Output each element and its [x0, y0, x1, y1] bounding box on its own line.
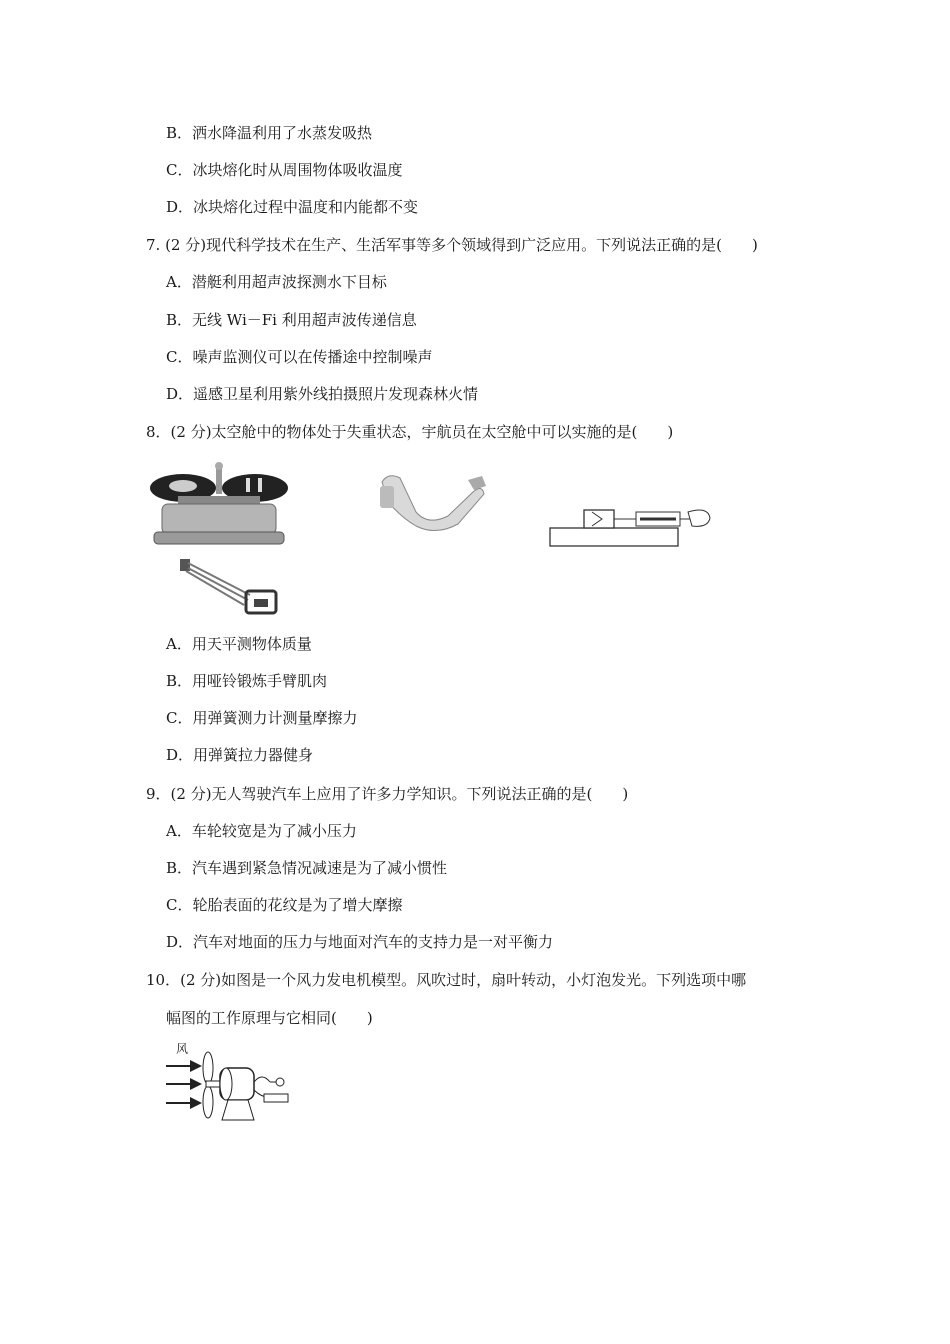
- balance-scale-figure: [148, 460, 290, 550]
- q8-option-d: D．用弹簧拉力器健身: [166, 746, 314, 764]
- q10-stem-line1: 10．(2 分)如图是一个风力发电机模型。风吹过时，扇叶转动，小灯泡发光。下列选项中哪: [146, 971, 747, 989]
- q7-stem: 7. (2 分)现代科学技术在生产、生活军事等多个领域得到广泛应用。下列说法正确的是( ): [146, 236, 758, 254]
- q7-option-a: A．潜艇利用超声波探测水下目标: [166, 273, 387, 291]
- q10-stem-line2: 幅图的工作原理与它相同( ): [166, 1009, 373, 1027]
- q9-option-d: D．汽车对地面的压力与地面对汽车的支持力是一对平衡力: [166, 933, 554, 951]
- dumbbell-arm-figure: [378, 472, 488, 532]
- q7-option-c: C．噪声监测仪可以在传播途中控制噪声: [166, 348, 433, 366]
- q9-option-c: C．轮胎表面的花纹是为了增大摩擦: [166, 896, 403, 914]
- q9-stem: 9．(2 分)无人驾驶汽车上应用了许多力学知识。下列说法正确的是( ): [146, 785, 629, 803]
- q6-option-d: D．冰块熔化过程中温度和内能都不变: [166, 198, 419, 216]
- q7-option-d: D．遥感卫星利用紫外线拍摄照片发现森林火情: [166, 385, 479, 403]
- spring-expander-figure: [178, 555, 282, 617]
- q7-option-b: B．无线 Wi－Fi 利用超声波传递信息: [166, 311, 417, 329]
- spring-scale-friction-figure: [548, 500, 718, 550]
- q6-option-b: B．洒水降温利用了水蒸发吸热: [166, 124, 373, 142]
- q9-option-a: A．车轮较宽是为了减小压力: [166, 822, 357, 840]
- q8-option-b: B．用哑铃锻炼手臂肌肉: [166, 672, 328, 690]
- q8-option-a: A．用天平测物体质量: [166, 635, 312, 653]
- q9-option-b: B．汽车遇到紧急情况减速是为了减小惯性: [166, 859, 448, 877]
- q8-option-c: C．用弹簧测力计测量摩擦力: [166, 709, 358, 727]
- q6-option-c: C．冰块熔化时从周围物体吸收温度: [166, 161, 403, 179]
- wind-generator-figure: [162, 1042, 302, 1126]
- q8-stem: 8．(2 分)太空舱中的物体处于失重状态，宇航员在太空舱中可以实施的是( ): [146, 423, 674, 441]
- wind-label: 风: [176, 1042, 189, 1056]
